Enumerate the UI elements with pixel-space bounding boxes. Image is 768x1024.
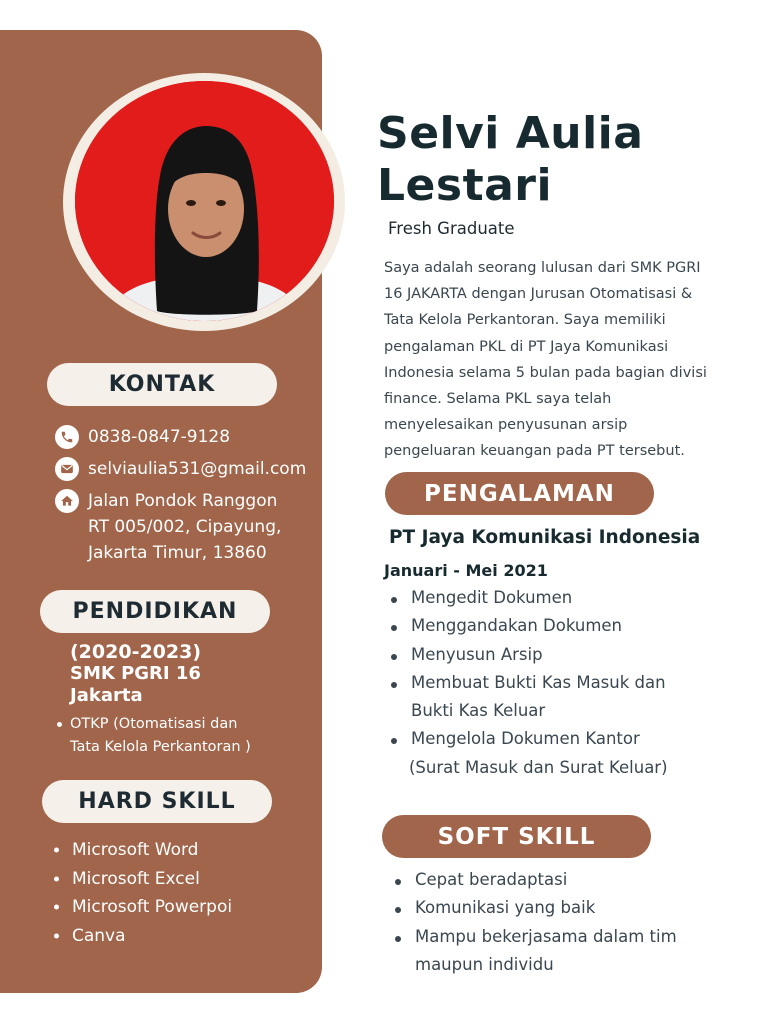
soft-skill-heading: SOFT SKILL (382, 815, 651, 858)
name-line: Selvi Aulia (377, 108, 644, 159)
list-item: Mengelola Dokumen Kantor (385, 725, 668, 753)
address-line: Jalan Pondok Ranggon (88, 491, 278, 511)
summary-line: 16 JAKARTA dengan Jurusan Otomatisasi & (384, 286, 693, 303)
experience-period: Januari - Mei 2021 (384, 561, 548, 580)
hard-skill-heading: HARD SKILL (42, 780, 272, 823)
address-line: Jakarta Timur, 13860 (88, 543, 267, 563)
role-title: Fresh Graduate (388, 219, 515, 238)
summary-line: pengeluaran keuangan pada PT tersebut. (384, 443, 685, 460)
education-major (55, 713, 251, 759)
company-name: PT Jaya Komunikasi Indonesia (389, 527, 701, 548)
list-item: Mampu bekerjasama dalam tim (389, 923, 677, 951)
email-text: selviaulia531@gmail.com (88, 459, 307, 479)
list-item: Mengedit Dokumen (385, 584, 668, 612)
summary-line: Tata Kelola Perkantoran. Saya memiliki (384, 312, 666, 329)
phone-icon (55, 425, 79, 449)
major-line: Tata Kelola Perkantoran ) (70, 739, 251, 755)
summary-line: pengalaman PKL di PT Jaya Komunikasi (384, 338, 669, 355)
bullet-icon (57, 722, 62, 727)
email-icon (55, 457, 79, 481)
list-item: Microsoft Excel (52, 865, 232, 894)
list-item: Menyusun Arsip (385, 641, 668, 669)
list-item: Membuat Bukti Kas Masuk dan (385, 669, 668, 697)
education-school: SMK PGRI 16 (70, 663, 201, 684)
contact-email (55, 456, 306, 482)
education-city: Jakarta (70, 685, 143, 706)
name-line: Lestari (377, 160, 553, 211)
profile-photo (75, 81, 334, 321)
hard-skill-list (52, 836, 232, 950)
major-line: OTKP (Otomatisasi dan (70, 716, 238, 732)
person-silhouette-icon (75, 81, 334, 321)
summary-paragraph (384, 255, 707, 465)
education-block (70, 641, 201, 707)
list-item: Bukti Kas Keluar (411, 701, 546, 721)
list-item: Komunikasi yang baik (389, 894, 677, 922)
list-item: Microsoft Powerpoi (52, 893, 232, 922)
full-name (377, 108, 643, 212)
soft-skill-list (389, 866, 677, 979)
summary-line: Saya adalah seorang lulusan dari SMK PGRI (384, 260, 701, 276)
address-line: RT 005/002, Cipayung, (88, 517, 282, 537)
list-item: (Surat Masuk dan Surat Keluar) (409, 757, 668, 777)
contact-address (55, 488, 281, 566)
list-item: Microsoft Word (52, 836, 232, 865)
summary-line: menyelesaikan penyusunan arsip (384, 417, 628, 434)
experience-list (385, 584, 668, 782)
list-item: maupun individu (415, 954, 554, 974)
contact-phone (55, 424, 230, 450)
list-item: Menggandakan Dokumen (385, 612, 668, 640)
home-icon (55, 489, 79, 513)
education-years: (2020-2023) (70, 641, 202, 663)
address-text (88, 488, 281, 566)
list-item: Canva (52, 922, 232, 951)
experience-heading: PENGALAMAN (385, 472, 654, 515)
education-heading: PENDIDIKAN (40, 590, 270, 633)
summary-line: Indonesia selama 5 bulan pada bagian divisi (384, 364, 707, 381)
phone-text: 0838-0847-9128 (88, 427, 231, 447)
list-item: Cepat beradaptasi (389, 866, 677, 894)
summary-line: finance. Selama PKL saya telah (384, 391, 612, 408)
contact-heading: KONTAK (47, 363, 277, 406)
